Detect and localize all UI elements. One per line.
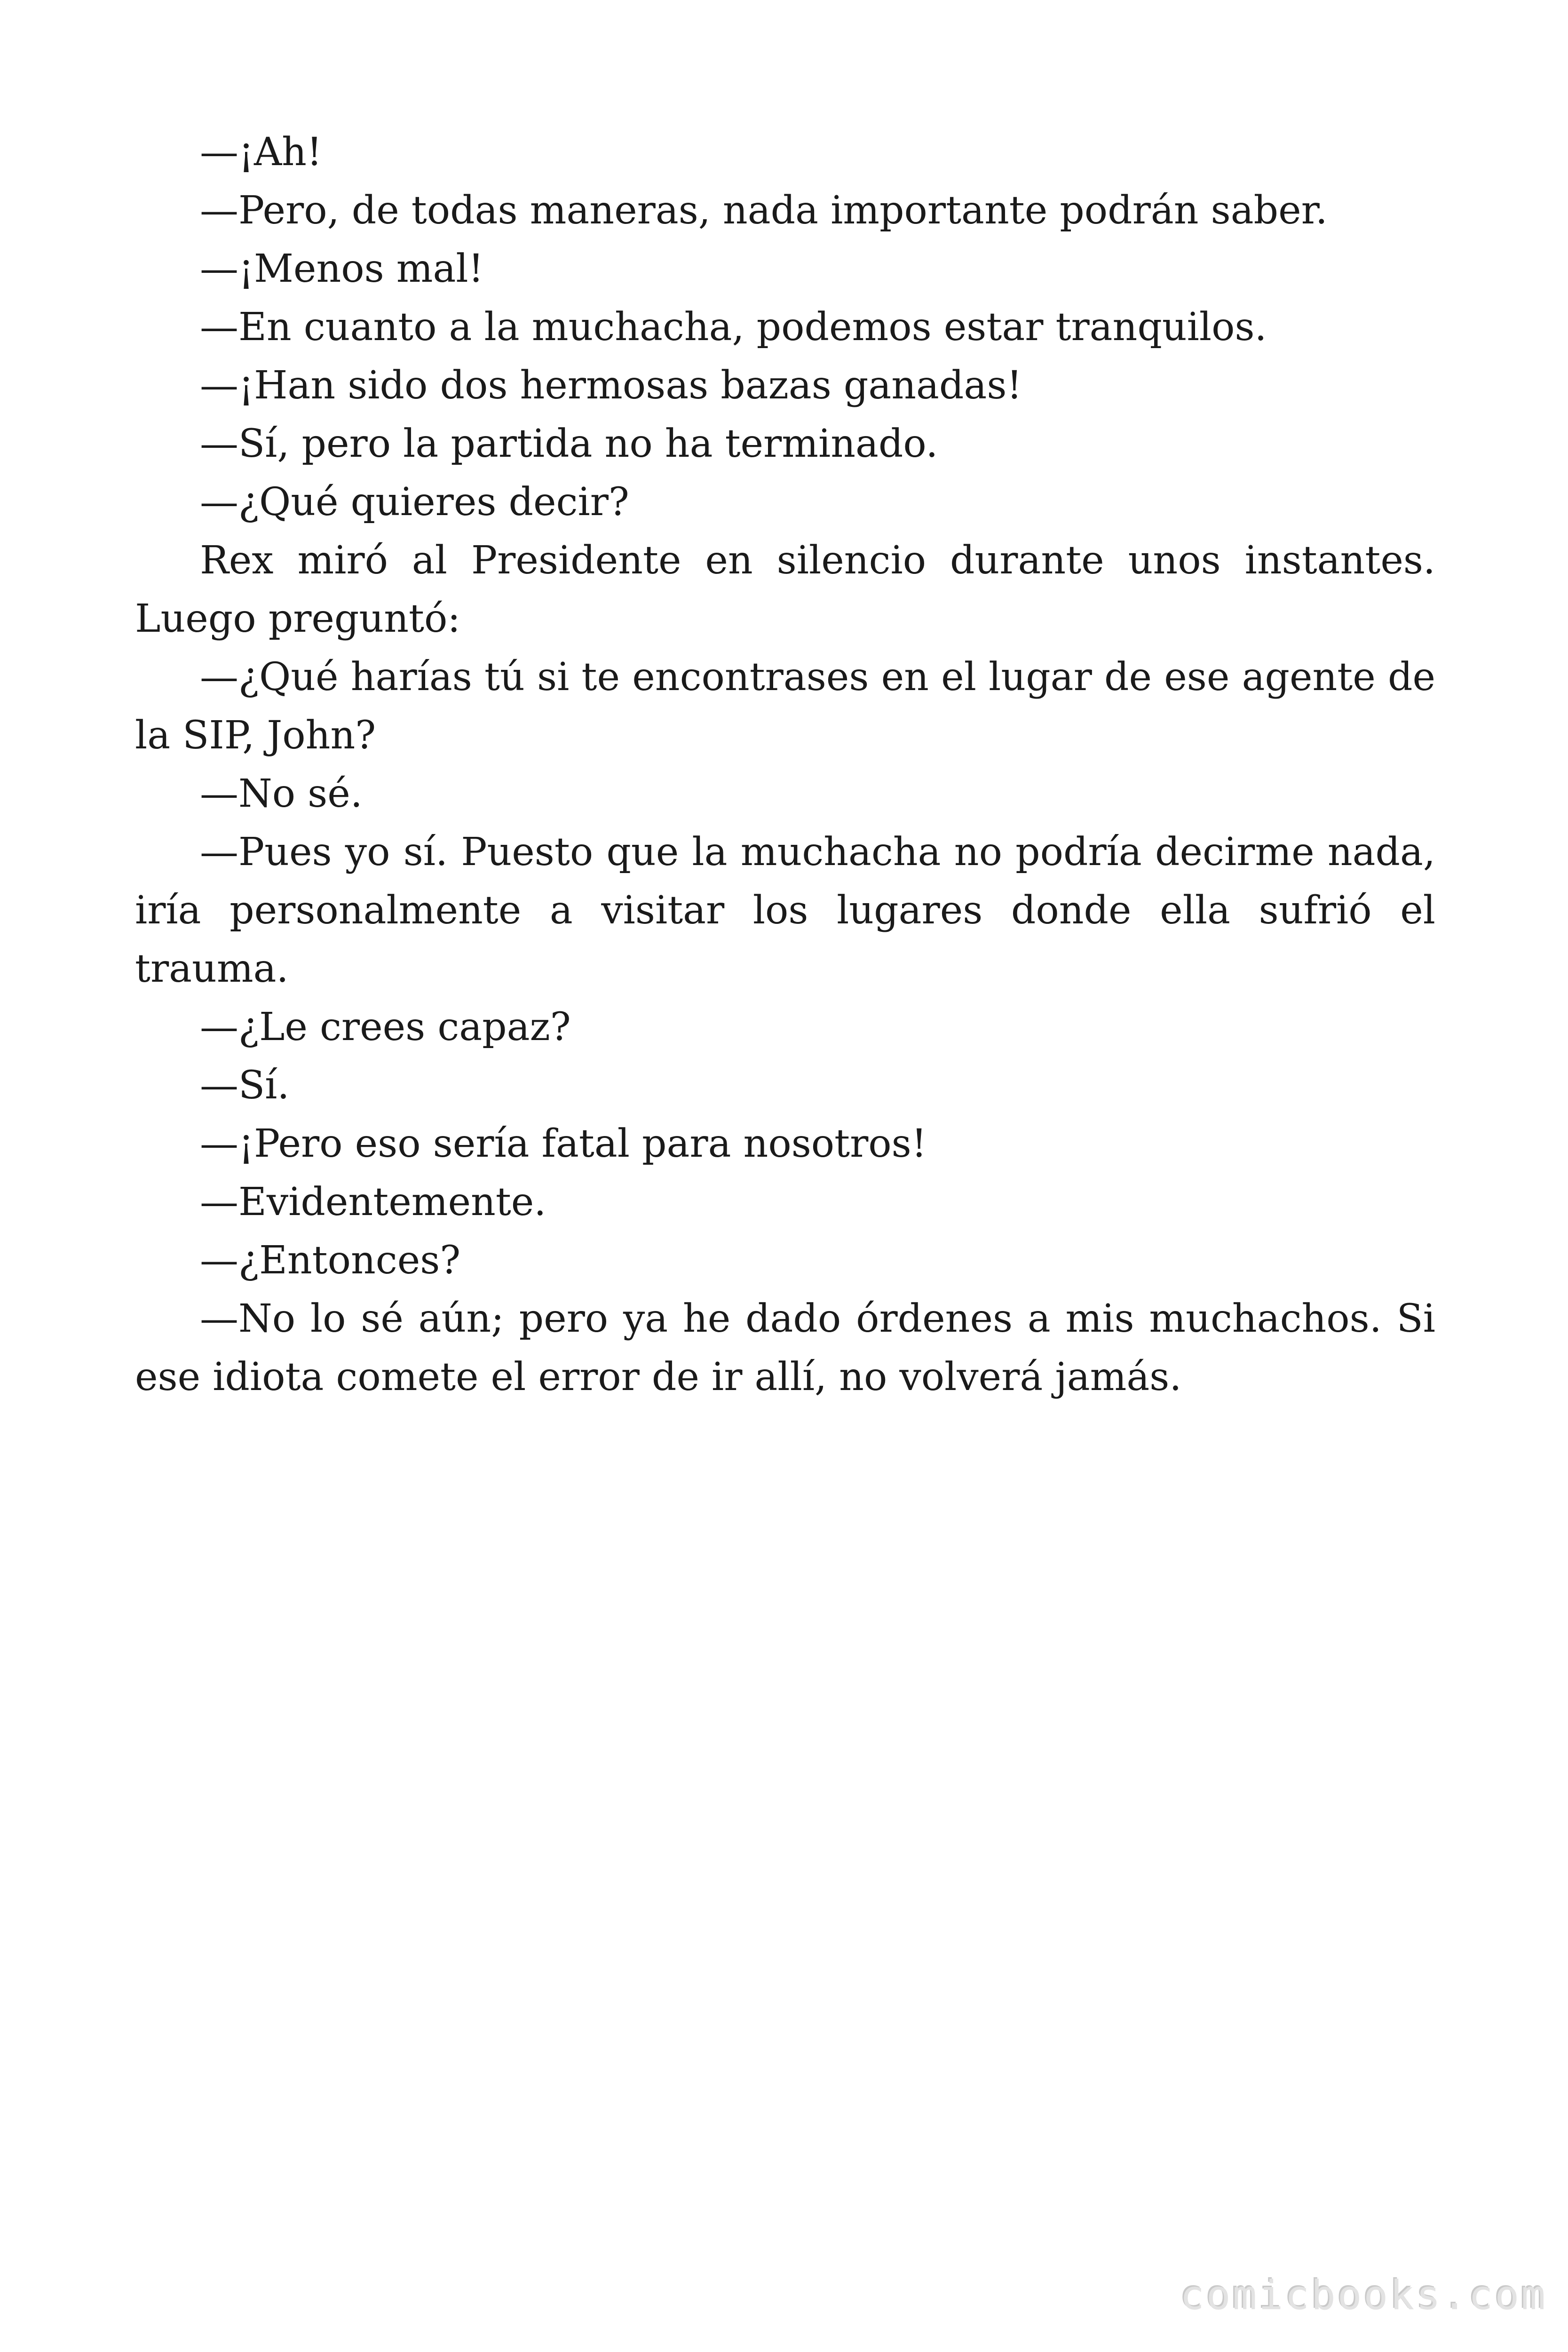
page-text (135, 123, 1435, 1406)
paragraph: —¡Han sido dos hermosas bazas ganadas! (200, 363, 1022, 408)
paragraph: —Pues yo sí. Puesto que la muchacha no podría decirme nada, iría personalmente a visitar los lugares donde ella sufrió el trauma. (135, 830, 1435, 991)
paragraph: —¿Le crees capaz? (200, 1005, 571, 1049)
paragraph: —En cuanto a la muchacha, podemos estar tranquilos. (200, 305, 1267, 350)
paragraph: —Pero, de todas maneras, nada importante podrán saber. (200, 188, 1328, 233)
paragraph: —¿Qué harías tú si te encontrases en el lugar de ese agente de la SIP, John? (135, 655, 1435, 758)
paragraph: —¡Pero eso sería fatal para nosotros! (200, 1121, 927, 1166)
paragraph: —Sí, pero la partida no ha terminado. (200, 421, 938, 466)
paragraph: —¿Qué quieres decir? (200, 480, 629, 524)
paragraph: —Sí. (200, 1063, 290, 1108)
paragraph: Rex miró al Presidente en silencio durante unos instantes. Luego preguntó: (135, 538, 1435, 641)
paragraph: —¡Ah! (200, 130, 322, 175)
paragraph: —No lo sé aún; pero ya he dado órdenes a mis muchachos. Si ese idiota comete el error de ir allí, no volverá jamás. (135, 1296, 1435, 1399)
paragraph: —¡Menos mal! (200, 246, 484, 291)
watermark: comicbooks.com (1180, 2272, 1547, 2319)
paragraph: —Evidentemente. (200, 1180, 546, 1224)
paragraph: —No sé. (200, 771, 363, 816)
paragraph: —¿Entonces? (200, 1238, 461, 1283)
